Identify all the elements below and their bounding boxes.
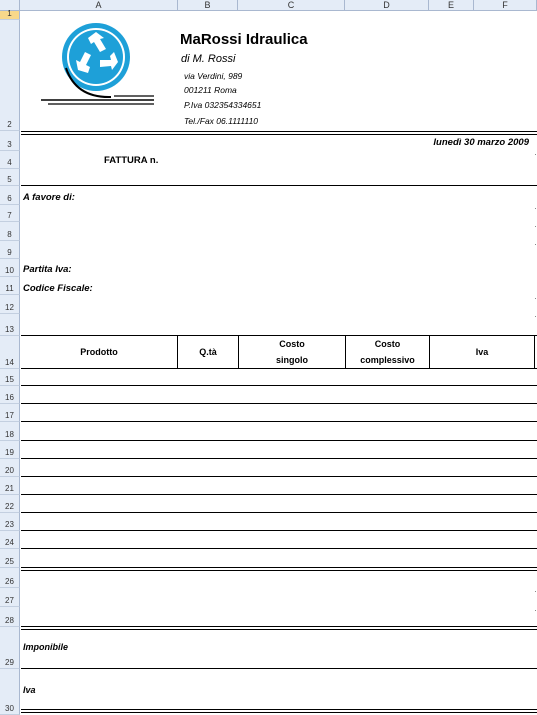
tax-code-label: Codice Fiscale: xyxy=(23,283,93,294)
row-header-label: 13 xyxy=(5,325,14,334)
company-owner: di M. Rossi xyxy=(181,53,236,65)
row-header-10[interactable] xyxy=(0,259,20,277)
column-header-c[interactable] xyxy=(238,0,345,11)
row-header-23[interactable] xyxy=(0,513,20,531)
table-header-unit-cost: Costo xyxy=(279,339,305,349)
table-header-unit-cost-sub: singolo xyxy=(276,355,308,365)
row-header-label: 15 xyxy=(5,375,14,384)
row-header-4[interactable] xyxy=(0,151,20,169)
row-header-12[interactable] xyxy=(0,295,20,314)
column-header-b[interactable] xyxy=(178,0,238,11)
gridline-dot xyxy=(535,154,536,155)
row-header-9[interactable] xyxy=(0,241,20,259)
row-header-label: 10 xyxy=(5,266,14,275)
row-header-label: 4 xyxy=(7,158,12,167)
row-header-label: 19 xyxy=(5,448,14,457)
table-header-total-cost-sub: complessivo xyxy=(360,355,415,365)
row-header-21[interactable] xyxy=(0,477,20,495)
row-header-label: 18 xyxy=(5,430,14,439)
row-header-label: 14 xyxy=(5,358,14,367)
row-header-label: 26 xyxy=(5,577,14,586)
row-header-15[interactable] xyxy=(0,369,20,386)
row-header-label: 6 xyxy=(7,194,12,203)
row-header-6[interactable] xyxy=(0,186,20,205)
row-header-label: 23 xyxy=(5,520,14,529)
header-double-line xyxy=(21,131,537,135)
recycle-logo-icon xyxy=(36,18,160,108)
company-name: MaRossi Idraulica xyxy=(180,31,308,48)
company-phone: Tel./Fax 06.1111110 xyxy=(184,116,259,126)
row-header-label: 7 xyxy=(7,211,12,220)
invoice-title: FATTURA n. xyxy=(104,155,159,166)
row-header-18[interactable] xyxy=(0,422,20,441)
row-header-label: 5 xyxy=(7,175,12,184)
row5-bottom-line xyxy=(21,185,537,186)
row-header-label: 28 xyxy=(5,616,14,625)
gridline-dot xyxy=(535,298,536,299)
gridline-dot xyxy=(535,610,536,611)
row-header-26[interactable] xyxy=(0,568,20,588)
table-row-line xyxy=(21,421,537,422)
row-header-7[interactable] xyxy=(0,205,20,222)
row-header-label: 30 xyxy=(5,704,14,713)
table-header-product: Prodotto xyxy=(80,347,118,357)
row-header-3[interactable] xyxy=(0,131,20,151)
company-address: via Verdini, 989 xyxy=(184,71,243,81)
gridline-dot xyxy=(535,208,536,209)
row-header-label: 8 xyxy=(7,230,12,239)
row-header-22[interactable] xyxy=(0,495,20,513)
table-row-line xyxy=(21,458,537,459)
column-header-label: F xyxy=(502,0,508,10)
table-row-line xyxy=(21,494,537,495)
table-row-line xyxy=(21,530,537,531)
table-vdivider xyxy=(534,335,535,369)
row-header-2[interactable] xyxy=(0,20,20,131)
row-header-label: 11 xyxy=(5,284,14,293)
row-header-20[interactable] xyxy=(0,459,20,477)
row-header-label: 21 xyxy=(5,484,14,493)
column-header-a[interactable] xyxy=(20,0,178,11)
row-header-1[interactable] xyxy=(0,11,20,20)
taxable-bottom-line xyxy=(21,668,537,669)
column-header-label: B xyxy=(204,0,211,10)
row-header-16[interactable] xyxy=(0,386,20,404)
table-header-vat: Iva xyxy=(475,347,489,357)
row-header-11[interactable] xyxy=(0,277,20,295)
table-row-line xyxy=(21,512,537,513)
row-header-label: 12 xyxy=(5,303,14,312)
row-header-label: 24 xyxy=(5,538,14,547)
table-row-line xyxy=(21,385,537,386)
table-row-line xyxy=(21,368,537,369)
gridline-dot xyxy=(535,244,536,245)
column-header-e[interactable] xyxy=(429,0,474,11)
row-header-label: 16 xyxy=(5,393,14,402)
column-header-label: E xyxy=(447,0,454,10)
row-header-24[interactable] xyxy=(0,531,20,549)
totals-bottom-double-line xyxy=(21,709,537,713)
table-header-total-cost: Costo xyxy=(374,339,401,349)
row-header-label: 20 xyxy=(5,466,14,475)
row-header-30[interactable] xyxy=(0,669,20,715)
column-header-f[interactable] xyxy=(474,0,537,11)
row-header-14[interactable] xyxy=(0,336,20,369)
column-header-label: C xyxy=(287,0,295,10)
table-row-line xyxy=(21,440,537,441)
taxable-label: Imponibile xyxy=(23,642,68,652)
row-header-5[interactable] xyxy=(0,169,20,186)
row-header-label: 17 xyxy=(5,411,14,420)
row-header-28[interactable] xyxy=(0,607,20,627)
invoice-date: lunedì 30 marzo 2009 xyxy=(433,137,529,148)
row-header-8[interactable] xyxy=(0,222,20,241)
row-header-label: 1 xyxy=(7,9,12,18)
column-header-label: A xyxy=(95,0,102,10)
row-header-label: 27 xyxy=(5,596,14,605)
row-header-label: 22 xyxy=(5,502,14,511)
table-row-line xyxy=(21,548,537,549)
totals-vat-label: Iva xyxy=(23,685,36,695)
row-header-27[interactable] xyxy=(0,588,20,607)
favor-label: A favore di: xyxy=(23,192,75,203)
table-header-qty: Q.tà xyxy=(199,347,217,357)
row-header-29[interactable] xyxy=(0,627,20,669)
row-header-17[interactable] xyxy=(0,404,20,422)
row-header-13[interactable] xyxy=(0,314,20,336)
gridline-dot xyxy=(535,316,536,317)
row-header-label: 2 xyxy=(7,120,12,129)
row-header-label: 9 xyxy=(7,248,12,257)
column-header-d[interactable] xyxy=(345,0,429,11)
table-top-line xyxy=(21,335,537,336)
row-header-label: 25 xyxy=(5,557,14,566)
column-header-label: D xyxy=(383,0,390,10)
company-vat: P.Iva 032354334651 xyxy=(184,100,262,110)
gridline-dot xyxy=(535,591,536,592)
row-header-label: 29 xyxy=(5,658,14,667)
company-city: 001211 Roma xyxy=(184,85,237,95)
row-header-25[interactable] xyxy=(0,549,20,568)
gridline-dot xyxy=(535,226,536,227)
row-header-19[interactable] xyxy=(0,441,20,459)
table-bottom-double-line xyxy=(21,567,537,571)
totals-top-double-line xyxy=(21,626,537,630)
vat-number-label: Partita Iva: xyxy=(23,264,72,275)
row-header-label: 3 xyxy=(7,140,12,149)
table-row-line xyxy=(21,403,537,404)
table-row-line xyxy=(21,476,537,477)
